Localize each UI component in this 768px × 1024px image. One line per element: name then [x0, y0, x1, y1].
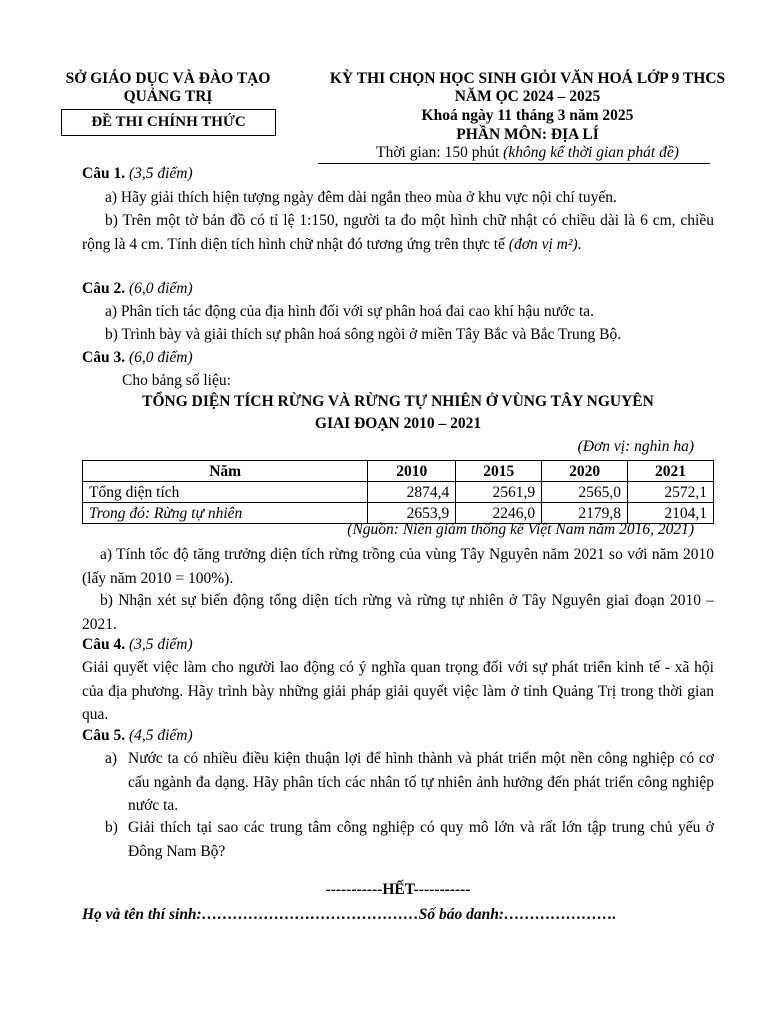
- q3-label: Câu 3.: [82, 349, 126, 366]
- table-unit: (Đơn vị: nghìn ha): [577, 438, 694, 455]
- table-cell: 2561,9: [456, 482, 542, 503]
- official-exam-label: ĐỀ THI CHÍNH THỨC: [61, 109, 276, 136]
- q3-part-b: b) Nhận xét sự biến động tổng diện tích rừng và rừng tự nhiên ở Tây Nguyên giai đoạn 2010 – 2021.: [82, 592, 714, 633]
- q1-part-b: [82, 209, 714, 256]
- table-cell: 2565,0: [542, 482, 628, 503]
- table-title-line1: TỔNG DIỆN TÍCH RỪNG VÀ RỪNG TỰ NHIÊN Ở VÙNG TÂY NGUYÊN: [142, 393, 654, 410]
- q3-intro: Cho bảng số liệu:: [122, 372, 231, 389]
- table-cell: 2104,1: [628, 503, 714, 524]
- subject: PHẦN MÔN: ĐỊA LÍ: [456, 126, 599, 143]
- q5-label: Câu 5.: [82, 727, 126, 744]
- q4-label: Câu 4.: [82, 636, 126, 653]
- q4-heading: [82, 633, 193, 657]
- table-header-2020: 2020: [542, 461, 628, 482]
- q5-part-b-marker: b): [105, 819, 118, 836]
- q3-points: (6,0 điểm): [125, 349, 193, 366]
- table-header-2015: 2015: [456, 461, 542, 482]
- q5-part-b: Giải thích tại sao các trung tâm công nghiệp có quy mô lớn và rất lớn tập trung chủ yếu ở Đông Nam Bộ?: [128, 819, 714, 860]
- table-cell: 2572,1: [628, 482, 714, 503]
- time-note: (không kể thời gian phát đề): [503, 144, 679, 161]
- header-rule: [318, 163, 710, 164]
- table-cell: 2874,4: [368, 482, 456, 503]
- table-row: [83, 482, 714, 503]
- school-year: NĂM ỌC 2024 – 2025: [454, 88, 601, 105]
- q3-part-a: a) Tính tốc độ tăng trưởng diện tích rừng trồng của vùng Tây Nguyên năm 2021 so với năm 2010 (lấy năm 2010 = 100%).: [82, 546, 714, 587]
- forest-area-table: [82, 460, 714, 524]
- q4-points: (3,5 điểm): [125, 636, 193, 653]
- candidate-info-line: Họ và tên thí sinh:……………………………………Số báo danh:………………….: [82, 906, 617, 923]
- q5-points: (4,5 điểm): [125, 727, 193, 744]
- table-header-2010: 2010: [368, 461, 456, 482]
- table-source: (Nguồn: Niên giám thống kê Việt Nam năm 2016, 2021): [347, 521, 694, 538]
- q2-points: (6,0 điểm): [125, 280, 193, 297]
- table-row-label: Tổng diện tích: [83, 482, 368, 503]
- table-row-label: Trong đó: Rừng tự nhiên: [83, 503, 368, 524]
- table-header-row: [83, 461, 714, 482]
- q1-part-b-unit: (đơn vị m²): [508, 235, 578, 253]
- q5-heading: [82, 724, 193, 748]
- organization-name: SỞ GIÁO DỤC VÀ ĐÀO TẠO: [65, 70, 271, 87]
- q4-text: Giải quyết việc làm cho người lao động có ý nghĩa quan trọng đối với sự phát triển kinh tế - xã hội của địa phương. Hãy trình bày những giải pháp giải quyết việc làm ở tỉnh Quảng Trị trong thời gian qua.: [82, 659, 714, 723]
- q2-label: Câu 2.: [82, 280, 126, 297]
- end-mark: -----------HẾT-----------: [325, 881, 471, 898]
- q3-heading: [82, 346, 193, 370]
- q1-heading: [82, 162, 193, 186]
- q2-heading: [82, 277, 193, 301]
- exam-date: Khoá ngày 11 tháng 3 năm 2025: [421, 107, 634, 124]
- table-header-2021: 2021: [628, 461, 714, 482]
- q2-part-a: a) Phân tích tác động của địa hình đối với sự phân hoá đai cao khí hậu nước ta.: [105, 303, 595, 320]
- q1-part-a: a) Hãy giải thích hiện tượng ngày đêm dài ngắn theo mùa ở khu vực nội chí tuyến.: [105, 189, 617, 206]
- table-cell: 2653,9: [368, 503, 456, 524]
- q5-part-a: Nước ta có nhiều điều kiện thuận lợi để hình thành và phát triển một nền công nghiệp có cơ cấu ngành đa dạng. Hãy phân tích các nhân tố tự nhiên ảnh hưởng đến phát triển công nghiệp nước ta.: [128, 750, 714, 814]
- time-label: Thời gian: 150 phút: [376, 144, 504, 161]
- q1-label: Câu 1.: [82, 165, 126, 182]
- q1-part-b-end: .: [577, 235, 582, 253]
- province-name: QUẢNG TRỊ: [123, 88, 213, 105]
- q1-points: (3,5 điểm): [125, 165, 193, 182]
- table-title-line2: GIAI ĐOẠN 2010 – 2021: [314, 415, 482, 432]
- exam-title: KỲ THI CHỌN HỌC SINH GIỎI VĂN HOÁ LỚP 9 THCS: [329, 70, 726, 87]
- q2-part-b: b) Trình bày và giải thích sự phân hoá sông ngòi ở miền Tây Bắc và Bắc Trung Bộ.: [105, 326, 622, 343]
- time-allowed: [295, 144, 760, 162]
- table-cell: 2246,0: [456, 503, 542, 524]
- table-cell: 2179,8: [542, 503, 628, 524]
- table-header-year: Năm: [83, 461, 368, 482]
- q1-part-b-text: b) Trên một tờ bản đồ có tỉ lệ 1:150, người ta đo một hình chữ nhật có chiều dài là 6 cm, chiều rộng là 4 cm. Tính diện tích hình chữ nhật đó tương ứng trên thực tế: [82, 212, 714, 253]
- q5-part-a-marker: a): [105, 750, 118, 767]
